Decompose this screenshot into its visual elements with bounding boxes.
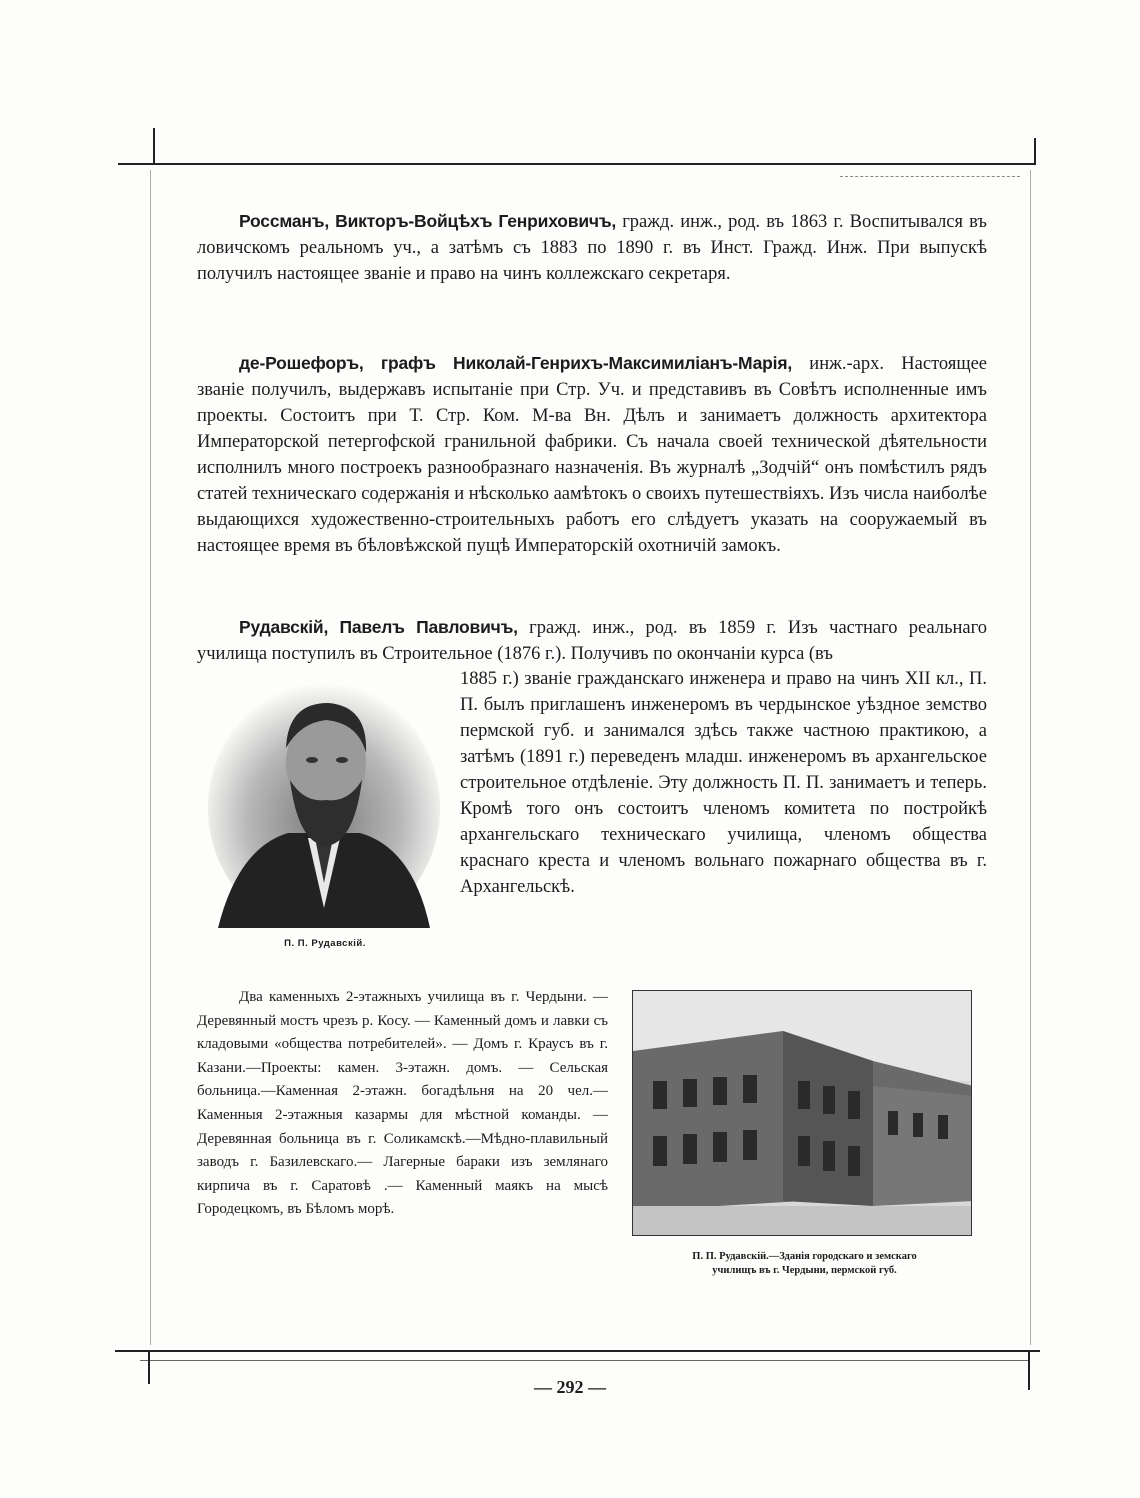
building-photo <box>632 990 972 1236</box>
portrait-caption: П. П. Рудавскій. <box>284 938 366 949</box>
frame-top-rule <box>118 163 1036 165</box>
building-caption <box>632 1250 977 1278</box>
entry-rudavsky-wrap-text: 1885 г.) званіе гражданскаго инженера и право на чинъ XII кл., П. П. былъ приглашенъ инженеромъ въ чердынское уѣздное земство пермской губ. и занимался здѣсь также частною практикою, а затѣмъ (1891 г.) переведенъ младш. инженеромъ въ архангельское строительное отдѣленіе. Эту должность П. П. занимаетъ и теперь. Кромѣ того онъ состоитъ членомъ комитета по постройкѣ архангельскаго техническаго училища, членомъ общества краснаго креста и членомъ вольнаго пожарнаго общества въ г. Архангельскѣ. <box>460 669 987 897</box>
frame-bottom-rule-2 <box>140 1360 1030 1361</box>
entry-rudavsky-text-top: гражд. инж., род. въ 1859 г. Изъ частнаго реальнаго училища поступилъ въ Строительное (1876 г.). Получивъ по окончаніи курса (въ <box>197 618 988 664</box>
portrait-image <box>208 668 440 928</box>
building-caption-line2: училищъ въ г. Чердыни, пермской губ. <box>712 1265 897 1276</box>
entry-rochefort <box>197 350 987 559</box>
frame-bottom-rule <box>115 1350 1040 1352</box>
entry-rossman-name: Россманъ, Викторъ-Войцѣхъ Генриховичъ, <box>239 211 617 231</box>
building-caption-line1: П. П. Рудавскій.—Зданія городскаго и земскаго <box>692 1251 917 1262</box>
frame-right-tick <box>1034 138 1036 163</box>
entry-rossman-text: гражд. инж., род. въ 1863 г. Воспитывался въ ловичскомъ реальномъ уч., а затѣмъ съ 1883 по 1890 г. въ Инст. Гражд. Инж. При выпускѣ получилъ настоящее званіе и право на чинъ коллежскаго секретаря. <box>197 212 987 284</box>
entry-rudavsky-name: Рудавскій, Павелъ Павловичъ, <box>239 617 518 637</box>
frame-inner-dash <box>840 176 1020 177</box>
frame-left-line <box>150 170 151 1345</box>
entry-rossman <box>197 208 987 287</box>
entry-rudavsky <box>197 614 987 667</box>
frame-right-line <box>1030 170 1031 1345</box>
entry-rochefort-text: инж.-арх. Настоящее званіе получилъ, выдержавъ испытаніе при Стр. Уч. и представивъ въ Совѣтъ исполненные имъ проекты. Состоитъ при Т. Стр. Ком. М-ва Вн. Дѣлъ и занимаетъ должность архитектора Императорской петергофской гранильной фабрики. Съ начала своей технической дѣятельности исполнилъ много построекъ разнообразнаго назначенія. Въ журналѣ „Зодчій“ онъ помѣстилъ рядъ статей техническаго содержанія и нѣсколько аамѣтокъ о своихъ путешествіяхъ. Изъ числа наиболѣе выдающихся художественно-строительныхъ работъ его слѣдуетъ указать на сооружаемый въ настоящее время въ бѣловѣжской пущѣ Императорскій охотничій замокъ. <box>197 354 987 556</box>
works-list: Два каменныхъ 2-этажныхъ училища въ г. Чердыни. — Деревянный мостъ чрезъ р. Косу. — Каменный домъ и лавки съ кладовыми «общества потребителей». — Домъ г. Краусъ въ г. Казани.—Проекты: камен. 3-этажн. домъ. — Сельская больница.—Каменная 2-этажн. богадѣльня на 20 чел.—Каменныя 2-этажныя казармы для мѣстной команды. — Деревянная больница въ г. Соликамскѣ.—Мѣдно-плавильный заводъ г. Базилевскаго.— Лагерные бараки изъ землянаго кирпича въ г. Саратовѣ .— Каменный маякъ на мысѣ Городецкомъ, въ Бѣломъ морѣ. <box>197 989 608 1218</box>
entry-rochefort-name: де-Рошефоръ, графъ Николай-Генрихъ-Максимиліанъ-Марія, <box>239 353 793 373</box>
frame-left-tick <box>153 128 155 163</box>
page-number: — 292 — <box>534 1377 606 1397</box>
